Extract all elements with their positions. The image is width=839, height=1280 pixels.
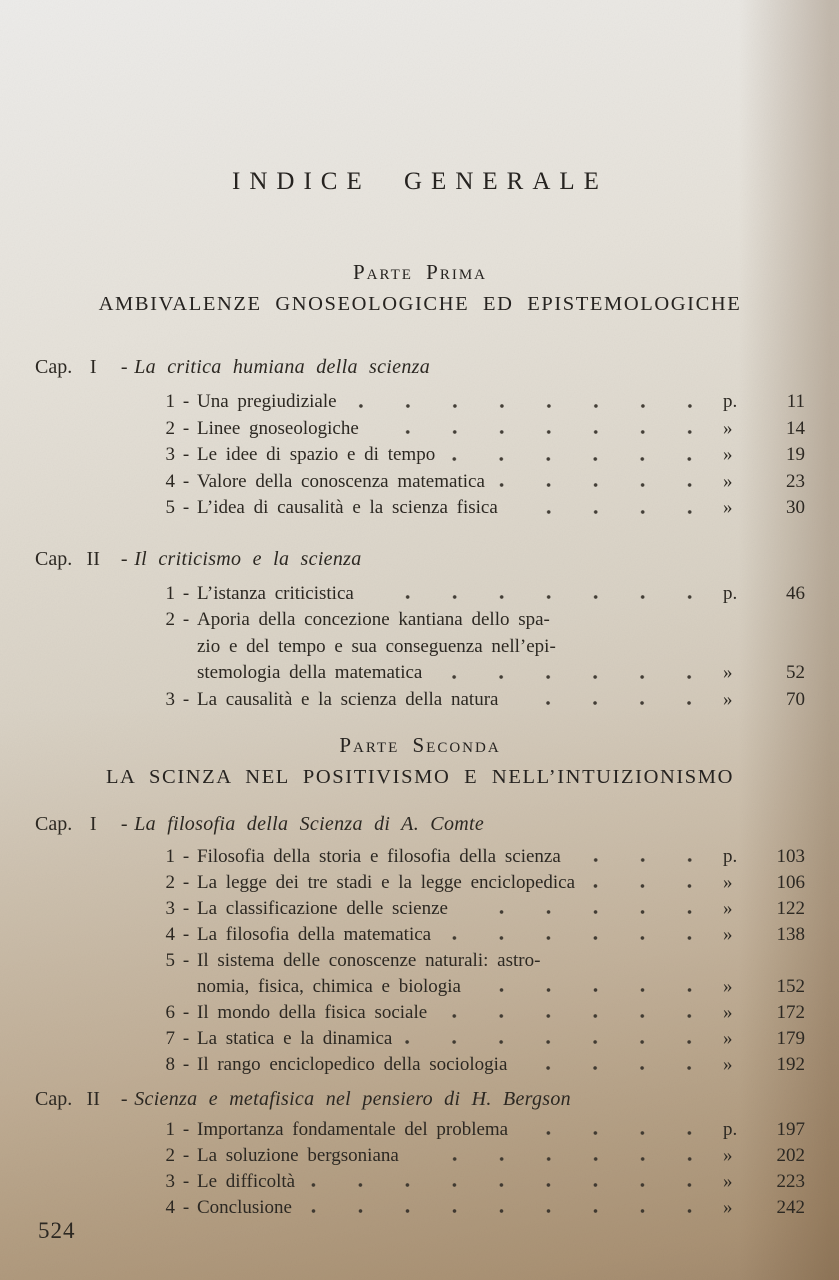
entry-dash: - <box>182 391 190 412</box>
dot-leader <box>371 426 713 438</box>
toc-entry <box>153 1169 805 1195</box>
dot-leader <box>510 697 713 709</box>
entry-title: Linee gnoseologiche <box>197 417 359 439</box>
page-ref-symbol: p. <box>723 582 738 604</box>
toc-entry <box>153 896 805 922</box>
page-ref-symbol: p. <box>723 846 738 867</box>
toc-entry <box>153 1143 805 1169</box>
dot-leader <box>411 1153 713 1165</box>
entry-number: 2 <box>165 609 175 630</box>
part-two-heading: LA SCINZA NEL POSITIVISMO E NELL’INTUIZIONISMO <box>105 766 735 788</box>
entry-number: 1 <box>165 582 175 604</box>
entry-dash: - <box>182 898 190 919</box>
dot-leader <box>307 1179 713 1191</box>
toc-entry <box>153 469 805 496</box>
dot-leader <box>404 1036 713 1048</box>
toc-entry <box>153 1000 805 1026</box>
toc-entry <box>153 922 805 948</box>
page-ref-symbol: » <box>723 470 733 492</box>
chapter-dash: - <box>120 813 128 835</box>
entry-title: nomia, fisica, chimica e biologia <box>197 976 461 997</box>
entry-title: zio e del tempo e sua conseguenza nell’epi- <box>197 635 556 657</box>
toc-entry <box>153 844 805 870</box>
toc-entry <box>153 948 805 974</box>
entry-dash: - <box>182 1054 190 1075</box>
page-ref-symbol: » <box>723 1197 733 1218</box>
entry-title: La causalità e la scienza della natura <box>197 688 499 710</box>
entry-title: L’istanza criticistica <box>197 582 354 604</box>
dot-leader <box>366 591 713 603</box>
entry-title: La filosofia della matematica <box>197 924 432 945</box>
chapter-numeral: II <box>86 547 100 570</box>
entry-list <box>153 581 805 714</box>
entry-number: 1 <box>165 846 175 867</box>
page-number-value: 202 <box>776 1145 805 1166</box>
part-one-kicker: Parte Prima <box>352 260 488 284</box>
dot-leader <box>519 1062 713 1074</box>
toc-entry <box>153 1026 805 1052</box>
index-content <box>0 168 839 1221</box>
dot-leader <box>573 854 713 866</box>
chapter-block <box>35 356 805 522</box>
page-ref-symbol: » <box>723 417 733 439</box>
entry-number: 3 <box>165 1171 175 1192</box>
dot-leader <box>447 453 713 465</box>
page-ref-symbol: » <box>723 924 733 945</box>
part-one-heading: AMBIVALENZE GNOSEOLOGICHE ED EPISTEMOLOGICHE <box>98 293 742 315</box>
entry-dash: - <box>182 1145 190 1166</box>
page-number-value: 138 <box>776 924 805 945</box>
page-number-value: 19 <box>786 444 805 465</box>
entry-title: Aporia della concezione kantiana dello spa- <box>197 609 550 630</box>
entry-dash: - <box>182 1171 190 1192</box>
page-number-value: 122 <box>776 898 805 919</box>
entry-number: 4 <box>165 470 175 492</box>
chapter-heading <box>35 813 805 836</box>
page-ref-symbol: » <box>723 1002 733 1023</box>
chapter-title: La critica humiana della scienza <box>134 356 431 378</box>
page-ref-symbol: » <box>723 1171 733 1192</box>
entry-title: Le difficoltà <box>197 1171 296 1192</box>
entry-dash: - <box>182 688 190 710</box>
dot-leader <box>460 906 713 918</box>
entry-number: 2 <box>165 1145 175 1166</box>
page-number-value: 172 <box>776 1002 805 1023</box>
dot-leader <box>304 1205 713 1217</box>
page-ref-symbol: p. <box>723 391 738 412</box>
toc-entry <box>153 1052 805 1078</box>
chapter-label: Cap. <box>35 356 73 378</box>
dot-leader <box>587 880 713 892</box>
page-number-value: 23 <box>786 470 805 492</box>
entry-dash: - <box>182 1028 190 1049</box>
entry-dash: - <box>182 1119 190 1140</box>
entry-number: 3 <box>165 688 175 710</box>
page-ref-symbol: p. <box>723 1119 738 1140</box>
toc-entry <box>153 389 805 416</box>
entry-number: 7 <box>165 1028 175 1049</box>
entry-number: 3 <box>165 898 175 919</box>
dot-leader <box>473 984 713 996</box>
entry-title: Filosofia della storia e filosofia della scienza <box>197 846 561 867</box>
entry-title: La statica e la dinamica <box>197 1028 393 1049</box>
chapter-heading <box>35 356 805 379</box>
dot-leader <box>439 1010 713 1022</box>
chapter-label: Cap. <box>35 813 73 835</box>
part-two-section <box>35 733 805 1221</box>
page-ref-symbol: » <box>723 1145 733 1166</box>
dot-leader <box>349 400 713 412</box>
entry-list <box>153 389 805 522</box>
page-number-value: 46 <box>786 582 805 604</box>
chapter-title: Scienza e metafisica nel pensiero di H. Bergson <box>134 1088 571 1110</box>
part-two-kicker: Parte Seconda <box>339 733 501 757</box>
page-ref-symbol: » <box>723 1028 733 1049</box>
entry-dash: - <box>182 417 190 439</box>
toc-entry-continuation <box>153 660 805 687</box>
page-number-value: 223 <box>776 1171 805 1192</box>
page-number-value: 52 <box>786 662 805 683</box>
page-number-value: 192 <box>776 1054 805 1075</box>
entry-dash: - <box>182 497 190 518</box>
toc-entry-continuation <box>153 974 805 1000</box>
entry-number: 2 <box>165 872 175 893</box>
entry-dash: - <box>182 924 190 945</box>
toc-entry <box>153 416 805 443</box>
chapter-block <box>35 548 805 714</box>
toc-entry <box>153 870 805 896</box>
dot-leader <box>510 506 713 518</box>
toc-entry <box>153 607 805 634</box>
toc-entry <box>153 495 805 522</box>
chapter-dash: - <box>120 356 128 378</box>
chapter-numeral: II <box>86 1088 100 1110</box>
chapter-dash: - <box>120 547 128 570</box>
entry-title: La legge dei tre stadi e la legge enciclopedica <box>197 872 576 893</box>
entry-title: Conclusione <box>197 1197 292 1218</box>
entry-dash: - <box>182 444 190 465</box>
entry-dash: - <box>182 1002 190 1023</box>
entry-dash: - <box>182 609 190 630</box>
entry-number: 1 <box>165 1119 175 1140</box>
entry-dash: - <box>182 846 190 867</box>
entry-number: 4 <box>165 924 175 945</box>
page-number-value: 242 <box>776 1197 805 1218</box>
chapter-block <box>35 1088 805 1221</box>
page-number-value: 106 <box>776 872 805 893</box>
page-number-value: 197 <box>776 1119 805 1140</box>
chapter-numeral: I <box>89 356 97 378</box>
entry-title: Il mondo della fisica sociale <box>197 1002 428 1023</box>
toc-entry <box>153 1117 805 1143</box>
page-number-value: 103 <box>776 846 805 867</box>
entry-number: 1 <box>165 391 175 412</box>
part-one-section <box>35 260 805 713</box>
page-ref-symbol: » <box>723 662 733 683</box>
dot-leader <box>434 671 713 683</box>
entry-number: 8 <box>165 1054 175 1075</box>
entry-title: stemologia della matematica <box>197 662 423 683</box>
entry-number: 5 <box>165 950 175 971</box>
chapter-label: Cap. <box>35 547 73 570</box>
page-ref-symbol: » <box>723 688 733 710</box>
entry-dash: - <box>182 582 190 604</box>
entry-number: 3 <box>165 444 175 465</box>
entry-number: 5 <box>165 497 175 518</box>
chapter-heading <box>35 1088 805 1111</box>
chapter-heading <box>35 548 805 571</box>
toc-entry <box>153 442 805 469</box>
page-number-value: 14 <box>786 417 805 439</box>
entry-list <box>153 1117 805 1221</box>
page-number-value: 179 <box>776 1028 805 1049</box>
entry-dash: - <box>182 872 190 893</box>
page-number-value: 30 <box>786 497 805 518</box>
entry-dash: - <box>182 470 190 492</box>
dot-leader <box>443 932 713 944</box>
chapter-block <box>35 813 805 1078</box>
page-number-value: 70 <box>786 688 805 710</box>
entry-number: 2 <box>165 417 175 439</box>
entry-list <box>153 844 805 1078</box>
toc-entry <box>153 1195 805 1221</box>
entry-title: Il rango enciclopedico della sociologia <box>197 1054 508 1075</box>
entry-title: Importanza fondamentale del problema <box>197 1119 509 1140</box>
entry-title: La soluzione bergsoniana <box>197 1145 399 1166</box>
entry-title: La classificazione delle scienze <box>197 898 448 919</box>
chapter-label: Cap. <box>35 1088 73 1110</box>
toc-entry-continuation <box>153 634 805 661</box>
entry-title: Il sistema delle conoscenze naturali: astro- <box>197 950 541 971</box>
entry-dash: - <box>182 1197 190 1218</box>
page-ref-symbol: » <box>723 898 733 919</box>
entry-title: Le idee di spazio e di tempo <box>197 444 436 465</box>
chapter-numeral: I <box>89 813 97 835</box>
chapter-title: Il criticismo e la scienza <box>134 547 362 570</box>
dot-leader <box>497 479 713 491</box>
page-number-value: 152 <box>776 976 805 997</box>
page-ref-symbol: » <box>723 872 733 893</box>
dot-leader <box>520 1127 713 1139</box>
toc-entry <box>153 687 805 714</box>
page-ref-symbol: » <box>723 497 733 518</box>
entry-dash: - <box>182 950 190 971</box>
page-ref-symbol: » <box>723 976 733 997</box>
chapter-dash: - <box>120 1088 128 1110</box>
entry-title: L’idea di causalità e la scienza fisica <box>197 497 498 518</box>
chapter-title: La filosofia della Scienza di A. Comte <box>134 813 485 835</box>
entry-title: Una pregiudiziale <box>197 391 337 412</box>
page-title: INDICE GENERALE <box>232 168 608 195</box>
page-ref-symbol: » <box>723 444 733 465</box>
toc-entry <box>153 581 805 608</box>
page-number-value: 11 <box>786 391 805 412</box>
entry-title: Valore della conoscenza matematica <box>197 470 485 492</box>
entry-number: 6 <box>165 1002 175 1023</box>
entry-number: 4 <box>165 1197 175 1218</box>
folio-page-number: 524 <box>38 1218 76 1243</box>
page-ref-symbol: » <box>723 1054 733 1075</box>
